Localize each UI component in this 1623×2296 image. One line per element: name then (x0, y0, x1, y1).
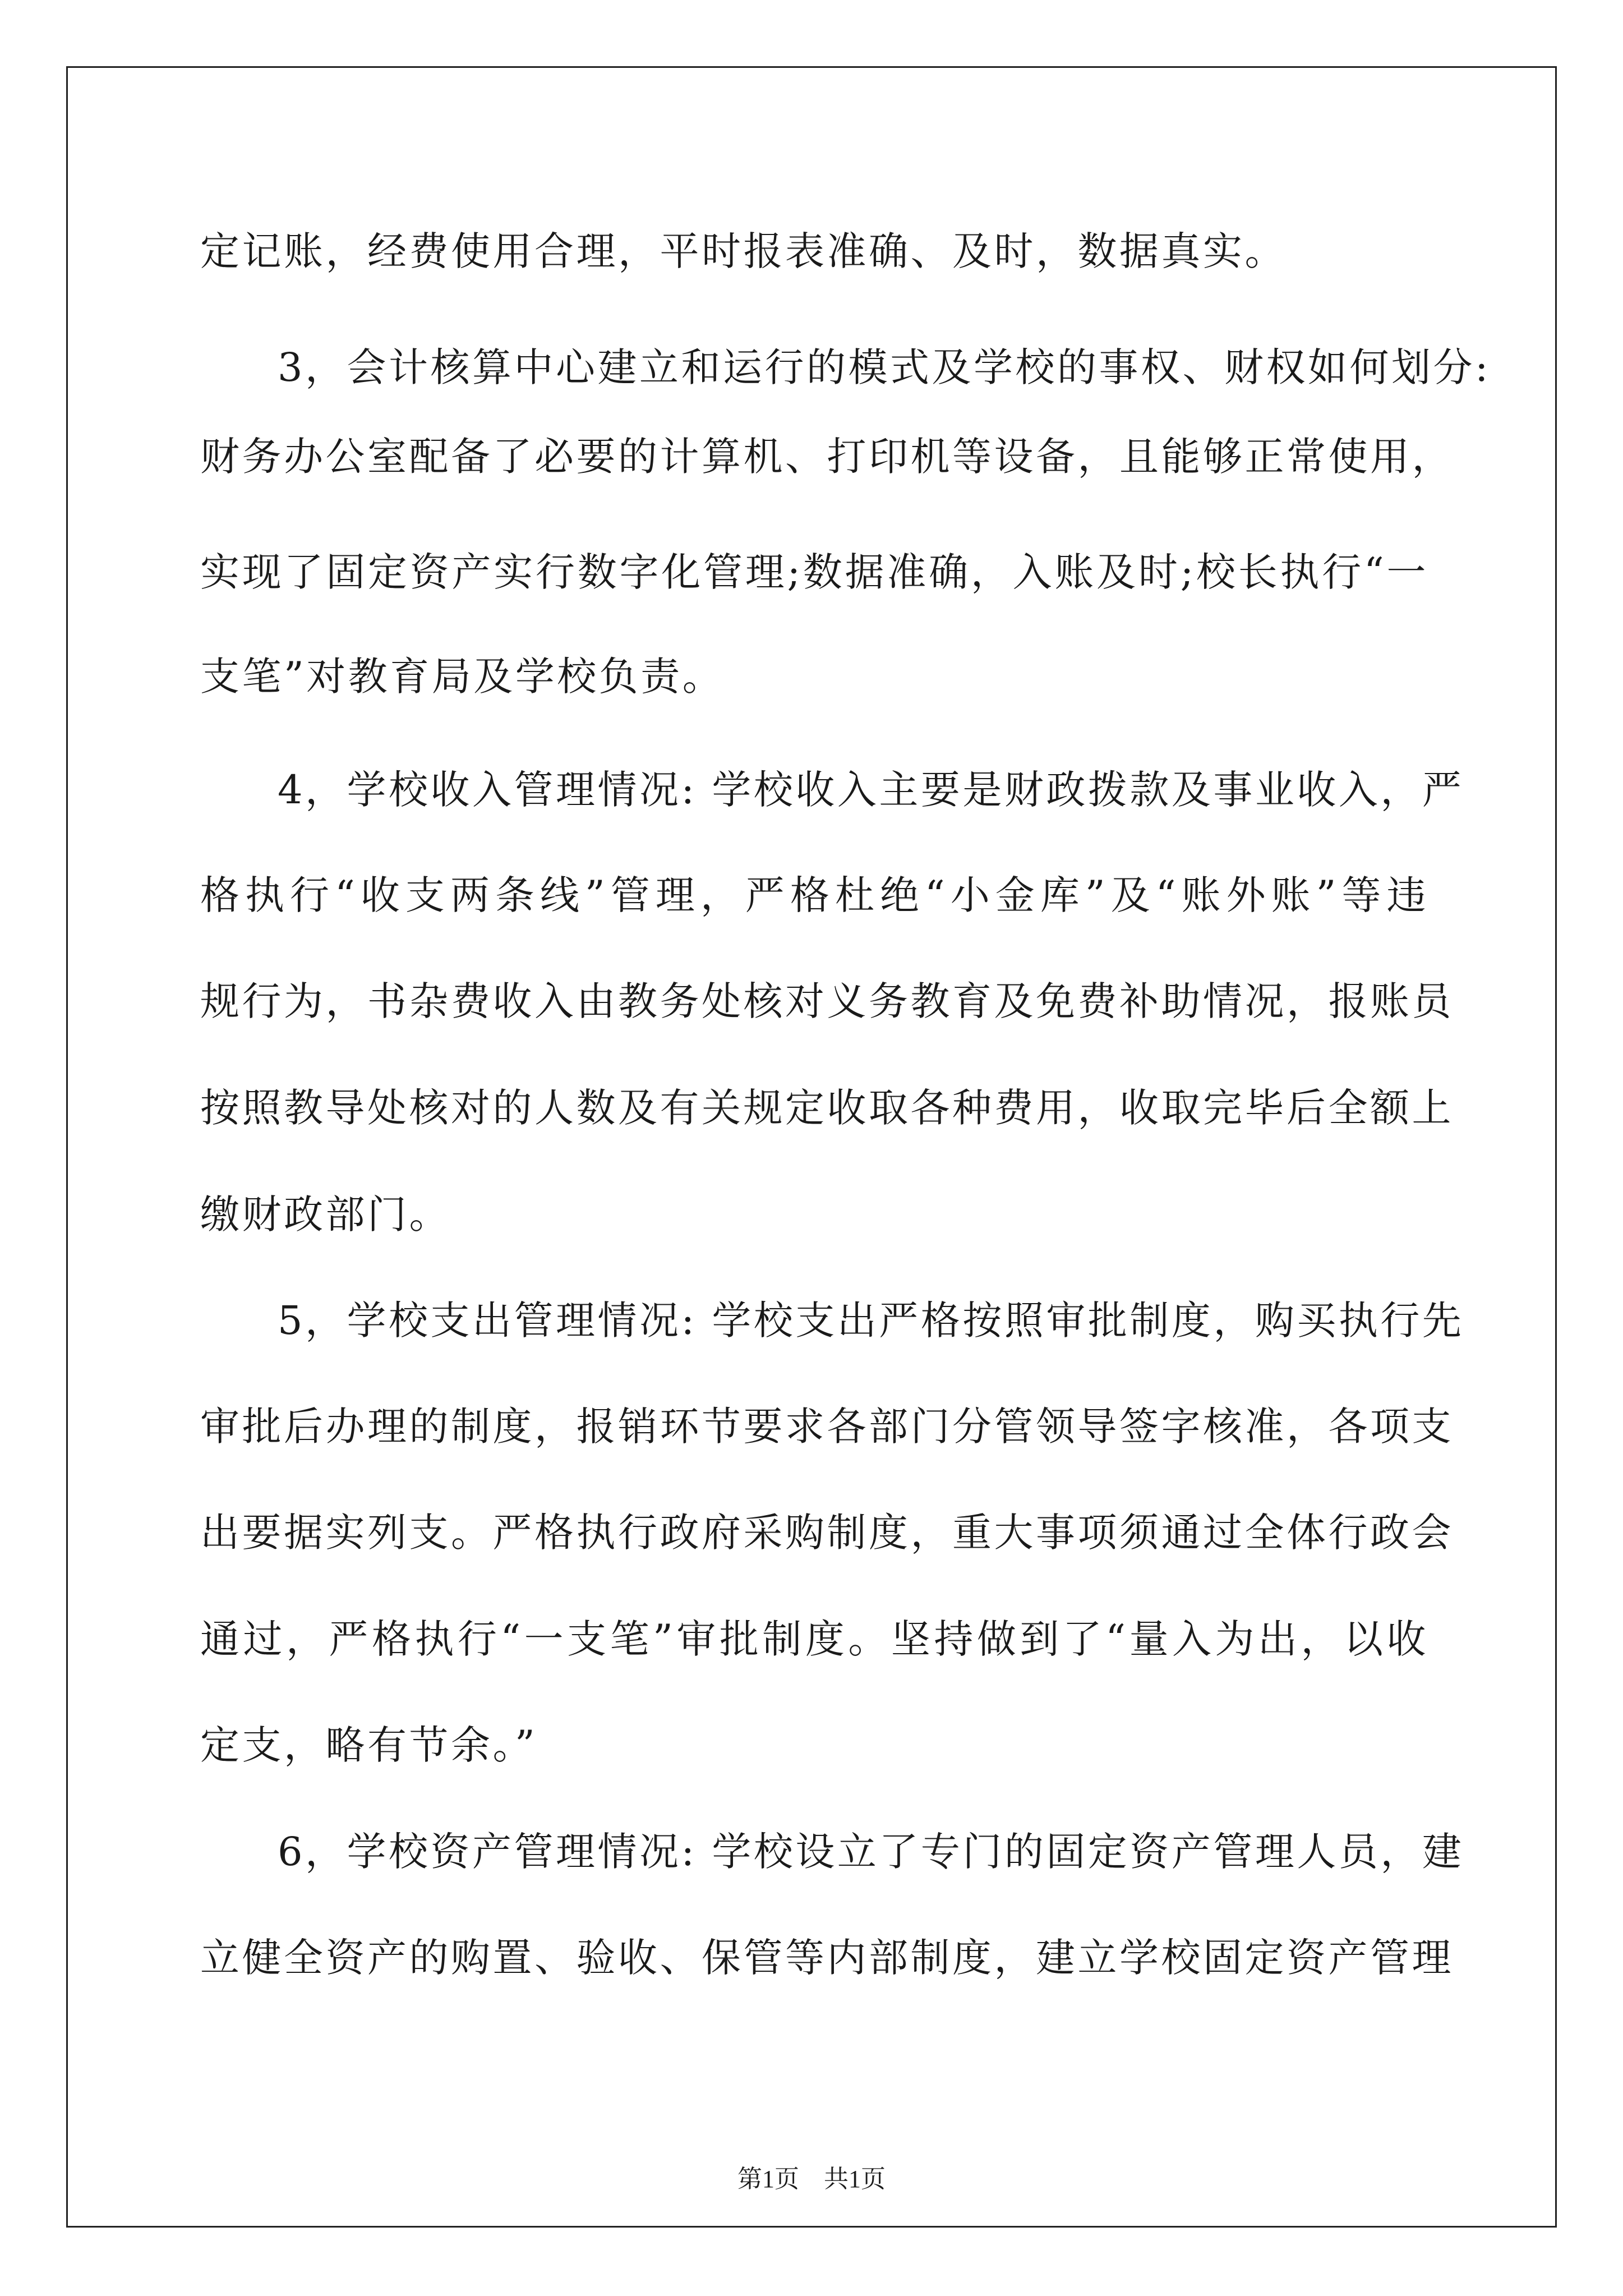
text-line: 通过，严格执行“一支笔”审批制度。坚持做到了“量入为出，以收 (200, 1616, 1428, 1662)
text-line: 出要据实列支。严格执行政府采购制度，重大事项须通过全体行政会 (200, 1510, 1454, 1556)
text-line: 定记账，经费使用合理，平时报表准确、及时，数据真实。 (200, 228, 1287, 274)
paragraph-start-line: 6，学校资产管理情况: 学校设立了专门的固定资产管理人员，建 (278, 1829, 1464, 1875)
text-line: 实现了固定资产实行数字化管理;数据准确，入账及时;校长执行“一 (200, 549, 1428, 595)
text-line: 按照教导处核对的人数及有关规定收取各种费用，收取完毕后全额上 (200, 1085, 1454, 1131)
paragraph-start-line: 4，学校收入管理情况: 学校收入主要是财政拨款及事业收入，严 (278, 767, 1464, 813)
text-line: 支笔”对教育局及学校负责。 (200, 654, 725, 700)
paragraph-start-line: 3，会计核算中心建立和运行的模式及学校的事权、财权如何划分: (278, 344, 1491, 390)
text-line: 立健全资产的购置、验收、保管等内部制度，建立学校固定资产管理 (200, 1935, 1454, 1981)
text-line: 缴财政部门。 (200, 1191, 451, 1237)
page-number-footer: 第1页 共1页 (737, 2165, 886, 2193)
text-line: 定支，略有节余。” (200, 1722, 538, 1768)
text-line: 格执行“收支两条线”管理，严格杜绝“小金库”及“账外账”等违 (200, 872, 1428, 918)
text-line: 规行为，书杂费收入由教务处核对义务教育及免费补助情况，报账员 (200, 978, 1454, 1024)
text-line: 审批后办理的制度，报销环节要求各部门分管领导签字核准，各项支 (200, 1404, 1454, 1450)
text-line: 财务办公室配备了必要的计算机、打印机等设备，且能够正常使用， (200, 434, 1454, 480)
paragraph-start-line: 5，学校支出管理情况: 学校支出严格按照审批制度，购买执行先 (278, 1297, 1464, 1343)
